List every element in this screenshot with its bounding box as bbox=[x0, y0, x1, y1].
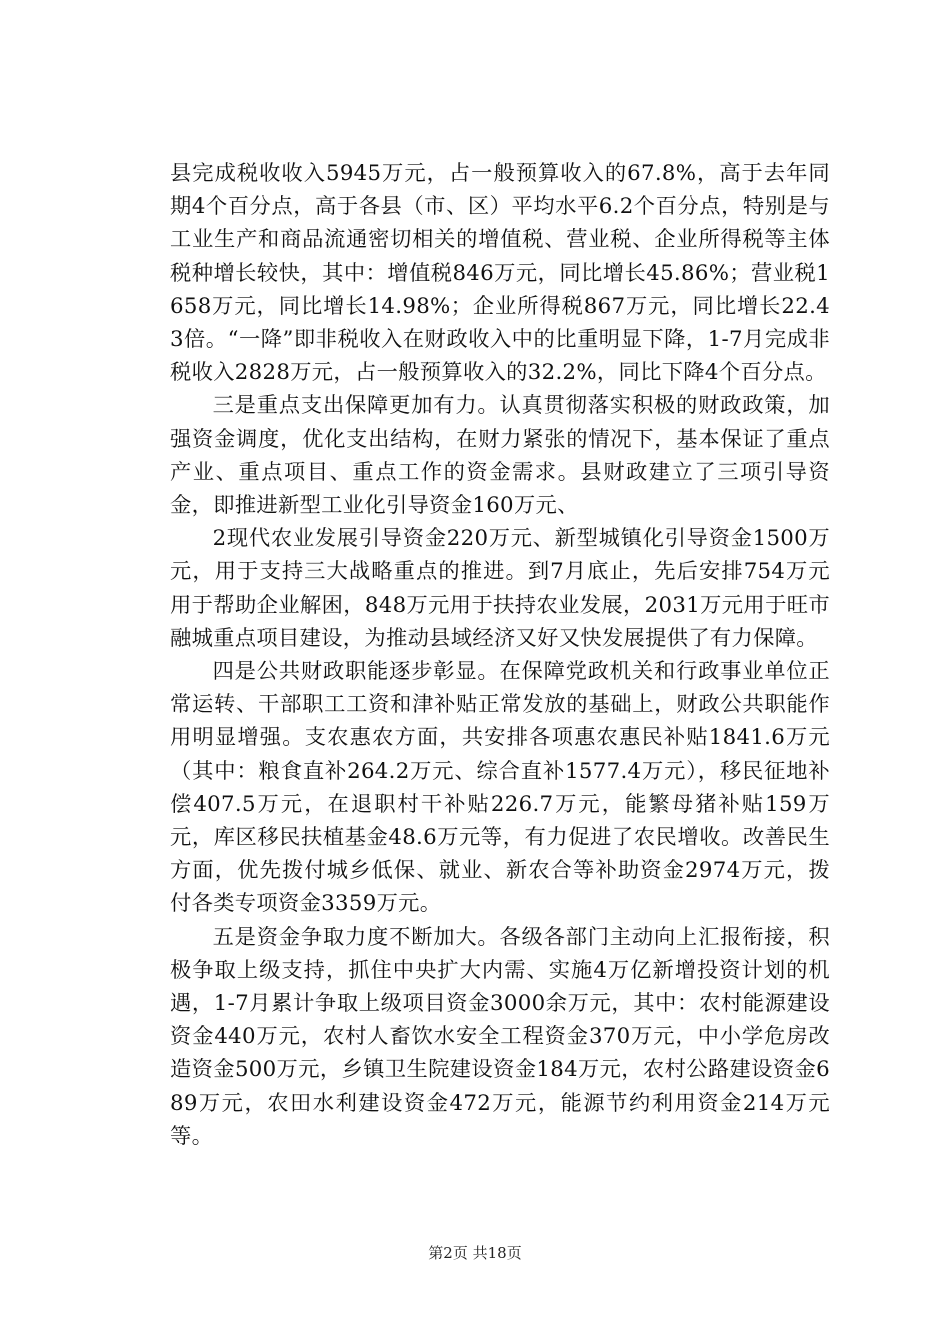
paragraph-fund-raising: 五是资金争取力度不断加大。各级各部门主动向上汇报衔接，积极争取上级支持，抓住中央扩大内需、实施4万亿新增投资计划的机遇，1-7月累计争取上级项目资金3000余万元，其中：农村能源建设资金440万元，农村人畜饮水安全工程资金370万元，中小学危房改造资金500万元，乡镇卫生院建设资金184万元，农村公路建设资金689万元，农田水利建设资金472万元，能源节约利用资金214万元等。 bbox=[170, 924, 830, 1149]
page-footer bbox=[0, 1243, 950, 1263]
paragraph-public-finance: 四是公共财政职能逐步彰显。在保障党政机关和行政事业单位正常运转、干部职工工资和津补贴正常发放的基础上，财政公共职能作用明显增强。支农惠农方面，共安排各项惠农惠民补贴1841.6万元（其中：粮食直补264.2万元、综合直补1577.4万元），移民征地补偿407.5万元，在退职村干补贴226.7万元，能繁母猪补贴159万元，库区移民扶植基金48.6万元等，有力促进了农民增收。改善民生方面，优先拨付城乡低保、就业、新农合等补助资金2974万元，拨付各类专项资金3359万元。 bbox=[170, 659, 830, 917]
document-body bbox=[170, 157, 830, 1153]
paragraph-tax-revenue: 县完成税收收入5945万元，占一般预算收入的67.8%，高于去年同期4个百分点，高于各县（市、区）平均水平6.2个百分点，特别是与工业生产和商品流通密切相关的增值税、营业税、企业所得税等主体税种增长较快，其中：增值税846万元，同比增长45.86%；营业税1658万元，同比增长14.98%；企业所得税867万元，同比增长22.43倍。“一降”即非税收入在财政收入中的比重明显下降，1-7月完成非税收入2828万元，占一般预算收入的32.2%，同比下降4个百分点。 bbox=[170, 161, 830, 386]
page-number-label: 第2页 共18页 bbox=[428, 1244, 522, 1262]
paragraph-key-expenditure: 三是重点支出保障更加有力。认真贯彻落实积极的财政政策，加强资金调度，优化支出结构，在财力紧张的情况下，基本保证了重点产业、重点项目、重点工作的资金需求。县财政建立了三项引导资金，即推进新型工业化引导资金160万元、 bbox=[170, 393, 830, 519]
paragraph-guidance-funds: 2现代农业发展引导资金220万元、新型城镇化引导资金1500万元，用于支持三大战略重点的推进。到7月底止，先后安排754万元用于帮助企业解困，848万元用于扶持农业发展，2031万元用于旺市融城重点项目建设，为推动县域经济又好又快发展提供了有力保障。 bbox=[170, 526, 830, 651]
